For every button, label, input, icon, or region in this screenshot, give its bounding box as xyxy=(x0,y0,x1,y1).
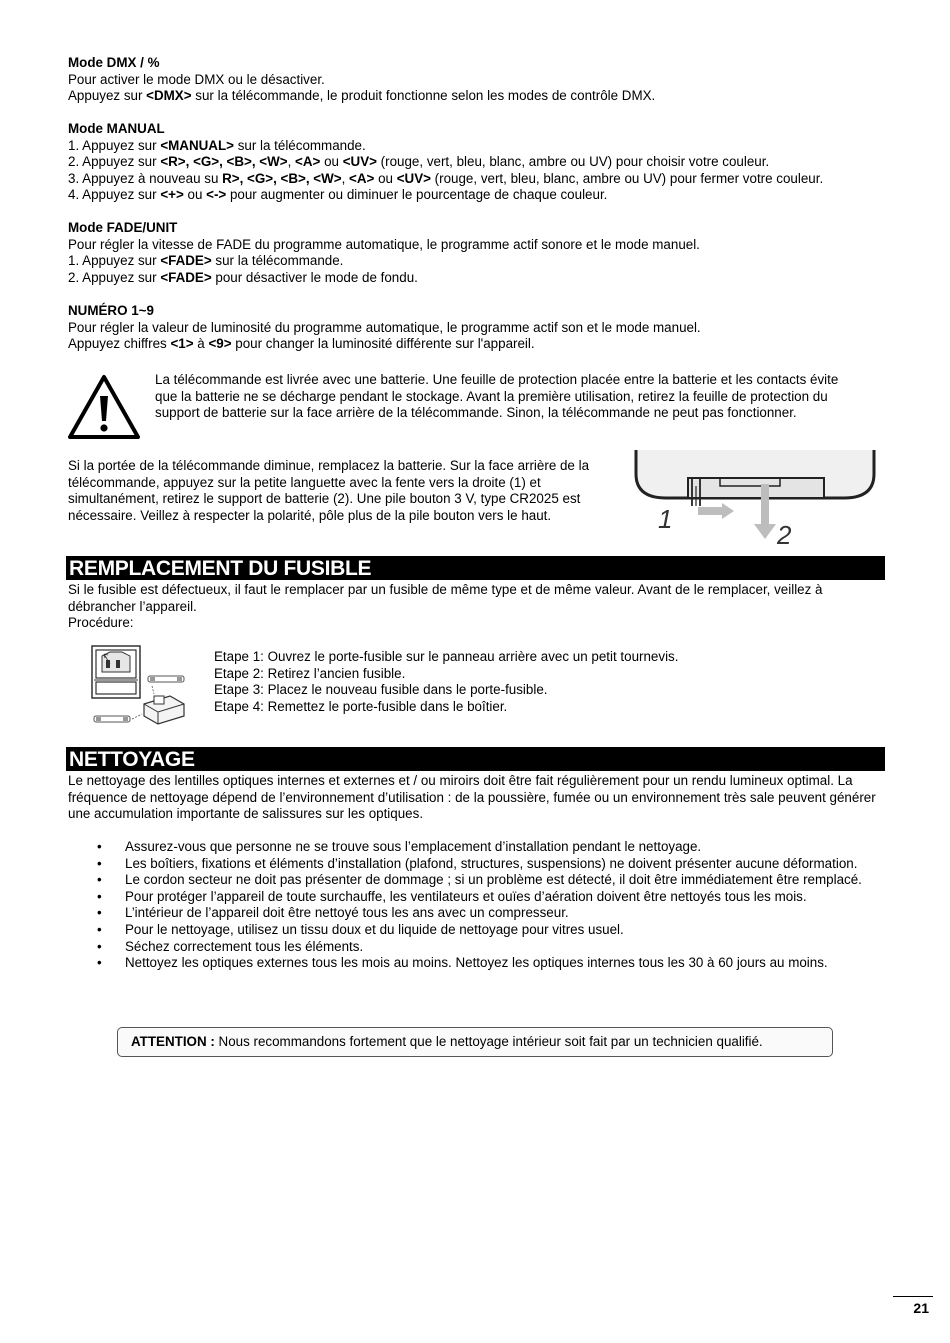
key-uv: <UV> xyxy=(342,154,377,170)
manual-step-4 xyxy=(68,187,883,204)
text: pour changer la luminosité différente sur l'appareil. xyxy=(231,336,535,352)
text: ou xyxy=(374,170,397,186)
attention-label: ATTENTION : xyxy=(131,1034,215,1049)
key-manual: <MANUAL> xyxy=(160,137,234,153)
section-mode-manual xyxy=(68,121,883,204)
text: ou xyxy=(320,154,343,170)
list-item: • Le cordon secteur ne doit pas présenter de dommage ; si un problème est détecté, il doit être immédiatement être remplacé. xyxy=(68,872,883,889)
numero-line1: Pour régler la valeur de luminosité du programme automatique, le programme actif son et le mode manuel. xyxy=(68,319,701,335)
key-dmx: <DMX> xyxy=(146,88,192,104)
list-item: • L’intérieur de l’appareil doit être nettoyé tous les ans avec un compresseur. xyxy=(68,905,883,922)
section-mode-fade xyxy=(68,220,883,286)
text: (rouge, vert, bleu, blanc, ambre ou UV) pour fermer votre couleur. xyxy=(430,170,824,186)
cleaning-heading: NETTOYAGE xyxy=(66,747,885,771)
mode-dmx-line1: Pour activer le mode DMX ou le désactiver. xyxy=(68,71,325,87)
warning-triangle-icon xyxy=(67,374,141,440)
text: Appuyez sur xyxy=(68,88,147,104)
section-mode-dmx xyxy=(68,55,883,105)
numero-line2 xyxy=(68,336,883,353)
mode-dmx-line2 xyxy=(68,88,883,105)
fade-line1: Pour régler la vitesse de FADE du programme automatique, le programme actif sonore et le mode manuel. xyxy=(68,236,700,252)
cleaning-list xyxy=(68,839,883,972)
attention-text: Nous recommandons fortement que le nettoyage intérieur soit fait par un technicien qualifié. xyxy=(214,1034,763,1049)
list-item: • Les boîtiers, fixations et éléments d’installation (plafond, structures, suspensions) ne doivent présenter aucune déformation. xyxy=(68,856,883,873)
text: (rouge, vert, bleu, blanc, ambre ou UV) pour choisir votre couleur. xyxy=(376,154,770,170)
text: sur la télécommande. xyxy=(233,137,366,153)
key-fade: <FADE> xyxy=(160,269,212,285)
battery-replace-text: Si la portée de la télécommande diminue, remplacez la batterie. Sur la face arrière de la télécommande, appuyez sur la petite languette avec la fente vers la droite (1) et simultanément, retirez le support de batterie (2). Une pile bouton 3 V, type CR2025 est nécessaire. Veillez à respecter la polarité, pôle plus de la pile bouton vers le haut. xyxy=(68,458,590,523)
fuse-procedure: Procédure: xyxy=(68,615,134,631)
fuse-step: Etape 4: Remettez le porte-fusible dans le boîtier. xyxy=(214,698,508,714)
section-numero xyxy=(68,303,883,353)
mode-fade-title: Mode FADE/UNIT xyxy=(68,220,178,235)
fuse-steps xyxy=(214,649,854,715)
fuse-step: Etape 3: Placez le nouveau fusible dans le porte-fusible. xyxy=(214,682,548,698)
key-minus: <-> xyxy=(206,187,227,203)
callout-2: 2 xyxy=(777,520,792,550)
list-item: • Séchez correctement tous les éléments. xyxy=(68,939,883,956)
key-uv: <UV> xyxy=(396,170,431,186)
keys-rgbw: R>, <G>, <B>, <W> xyxy=(222,170,342,186)
manual-step-2 xyxy=(68,154,883,171)
attention-box xyxy=(117,1027,833,1057)
key-fade: <FADE> xyxy=(160,253,212,269)
manual-step-3 xyxy=(68,171,883,188)
fade-step-1 xyxy=(68,253,883,270)
keys-rgbw: <R>, <G>, <B>, <W> xyxy=(160,154,288,170)
text: , xyxy=(341,170,350,186)
text: 4. Appuyez sur xyxy=(68,187,161,203)
battery-warning-text: La télécommande est livrée avec une batterie. Une feuille de protection placée entre la batterie et les contacts évite que la batterie ne se décharge pendant le stockage. Avant la première utilisation, retirez la feuille de protection du support de batterie sur la face arrière de la télécommande. Sinon, la télécommande ne peut pas fonctionner. xyxy=(155,372,839,421)
callout-1: 1 xyxy=(658,504,673,534)
fuse-heading: REMPLACEMENT DU FUSIBLE xyxy=(66,556,885,580)
text: pour augmenter ou diminuer le pourcentage de chaque couleur. xyxy=(226,187,608,203)
key-plus: <+> xyxy=(160,187,184,203)
mode-manual-title: Mode MANUAL xyxy=(68,121,165,136)
manual-step-1 xyxy=(68,138,883,155)
list-item: • Pour protéger l’appareil de toute surchauffe, les ventilateurs et ouïes d’aération doivent être nettoyés tous les mois. xyxy=(68,889,883,906)
fade-step-2 xyxy=(68,270,883,287)
numero-title: NUMÉRO 1~9 xyxy=(68,303,154,318)
text: 1. Appuyez sur xyxy=(68,253,161,269)
text: 1. Appuyez sur xyxy=(68,137,161,153)
list-item: • Pour le nettoyage, utilisez un tissu doux et du liquide de nettoyage pour vitres usuel. xyxy=(68,922,883,939)
key-a: <A> xyxy=(349,170,375,186)
key-9: <9> xyxy=(208,336,232,352)
text: pour désactiver le mode de fondu. xyxy=(211,269,418,285)
text: 2. Appuyez sur xyxy=(68,154,161,170)
list-item: • Assurez-vous que personne ne se trouve sous l’emplacement d’installation pendant le nettoyage. xyxy=(68,839,883,856)
key-1: <1> xyxy=(170,336,194,352)
text: 3. Appuyez à nouveau su xyxy=(68,170,223,186)
cleaning-section xyxy=(68,773,883,823)
mode-dmx-title: Mode DMX / % xyxy=(68,55,160,70)
key-a: <A> xyxy=(295,154,321,170)
text: sur la télécommande, le produit fonctionne selon les modes de contrôle DMX. xyxy=(191,88,656,104)
text: sur la télécommande. xyxy=(211,253,344,269)
remote-battery-illustration xyxy=(630,448,880,550)
text: Appuyez chiffres xyxy=(68,336,171,352)
fuse-holder-illustration xyxy=(80,644,200,730)
page-number: 21 xyxy=(913,1300,929,1316)
fuse-intro-block xyxy=(68,582,883,632)
text: à xyxy=(193,336,209,352)
fuse-intro: Si le fusible est défectueux, il faut le remplacer par un fusible de même type et de même valeur. Avant de le remplacer, veillez à débrancher l’appareil. xyxy=(68,582,823,614)
cleaning-intro: Le nettoyage des lentilles optiques internes et externes et / ou miroirs doit être fait régulièrement pour un rendu lumineux optimal. La fréquence de nettoyage dépend de l’environnement d’utilisation : de la poussière, fumée ou un environnement très sale peuvent générer une accumulation importante de salissures sur les optiques. xyxy=(68,773,876,822)
text: 2. Appuyez sur xyxy=(68,269,161,285)
list-item: • Nettoyez les optiques externes tous les mois au moins. Nettoyez les optiques internes tous les 30 à 60 jours au moins. xyxy=(68,955,883,972)
page-number-block xyxy=(893,1296,933,1317)
text: , xyxy=(287,154,296,170)
fuse-step: Etape 2: Retirez l’ancien fusible. xyxy=(214,665,406,681)
fuse-step: Etape 1: Ouvrez le porte-fusible sur le panneau arrière avec un petit tournevis. xyxy=(214,649,679,664)
text: ou xyxy=(183,187,207,203)
